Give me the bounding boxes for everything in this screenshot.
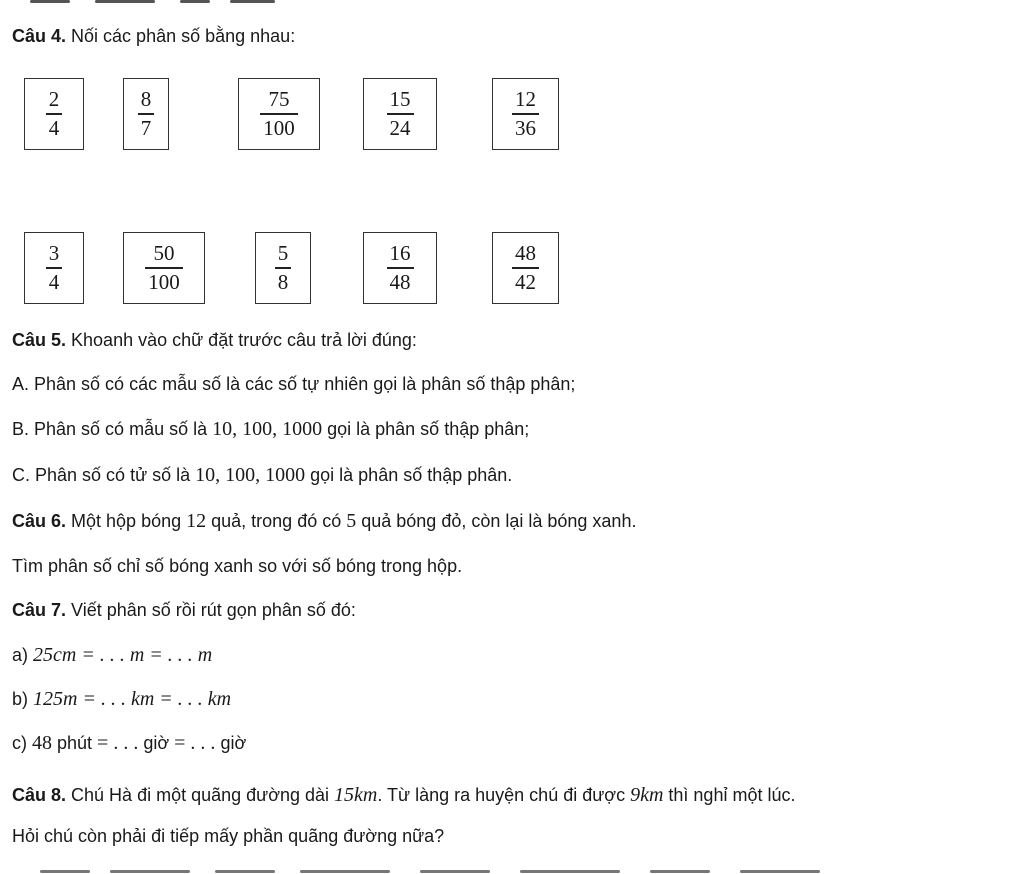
fraction-numerator: 3 [48, 241, 60, 266]
question-7-text: Viết phân số rồi rút gọn phân số đó: [66, 600, 356, 620]
question-7-item-a [12, 644, 212, 667]
question-6-text-1: Một hộp bóng [66, 511, 187, 531]
question-5-label: Câu 5. [12, 330, 67, 350]
item-c-math-1: = . . . [97, 732, 139, 754]
item-b-label: b) [12, 689, 34, 709]
fraction [145, 243, 183, 293]
question-7-item-c [12, 732, 246, 755]
question-8-text-3: thì nghỉ một lúc. [663, 785, 796, 805]
fraction-box-row2-3 [255, 232, 311, 304]
fraction-box-row2-5 [492, 232, 559, 304]
question-6-number-1: 12 [186, 510, 207, 532]
question-8-line-2-text: Hỏi chú còn phải đi tiếp mấy phần quãng đường nữa? [12, 826, 445, 846]
question-4-text: Nối các phân số bằng nhau: [66, 26, 296, 46]
question-6-text-2: quả, trong đó có [206, 511, 347, 531]
option-a [12, 374, 575, 395]
fraction-numerator: 50 [153, 241, 175, 266]
fraction-numerator: 5 [277, 241, 289, 266]
fraction-numerator: 75 [268, 87, 290, 112]
fraction-box-row2-1 [24, 232, 84, 304]
question-5-text: Khoanh vào chữ đặt trước câu trả lời đúng: [66, 330, 417, 350]
fraction-numerator: 48 [515, 241, 536, 266]
fraction-box-row1-4 [363, 78, 437, 150]
option-b-suffix: gọi là phân số thập phân; [322, 419, 530, 439]
fraction-box-row1-2 [123, 78, 169, 150]
fraction-box-row2-2 [123, 232, 205, 304]
item-c-text-3: giờ [215, 733, 247, 753]
item-b-expression: 125m = . . . km = . . . km [33, 688, 232, 710]
fraction-denominator: 7 [140, 115, 152, 140]
fraction [512, 89, 539, 139]
item-c-label: c) [12, 733, 32, 753]
option-c-numbers: 10, 100, 1000 [195, 464, 306, 486]
question-8-line-2 [12, 826, 444, 847]
fraction [260, 89, 298, 139]
item-a-expression: 25cm = . . . m = . . . m [33, 644, 213, 666]
option-b [12, 418, 529, 441]
question-8-text-2: . Từ làng ra huyện chú đi được [377, 785, 631, 805]
fraction [275, 243, 292, 293]
item-c-text-1: phút [52, 733, 98, 753]
fraction-box-row2-4 [363, 232, 437, 304]
fraction-numerator: 8 [140, 87, 152, 112]
option-b-numbers: 10, 100, 1000 [212, 418, 323, 440]
option-b-prefix: B. Phân số có mẫu số là [12, 419, 213, 439]
fraction [46, 243, 63, 293]
fraction [138, 89, 155, 139]
fraction [387, 243, 414, 293]
question-6-title [12, 510, 636, 533]
fraction [46, 89, 63, 139]
question-8-title [12, 784, 795, 807]
fraction-numerator: 15 [389, 87, 411, 112]
fraction-denominator: 36 [515, 115, 536, 140]
question-6-label: Câu 6. [12, 511, 67, 531]
item-c-number: 48 [32, 732, 52, 754]
question-8-label: Câu 8. [12, 785, 67, 805]
question-4-title [12, 26, 295, 47]
fraction [387, 89, 414, 139]
fraction-numerator: 12 [515, 87, 536, 112]
fraction [512, 243, 539, 293]
fraction-denominator: 4 [48, 269, 60, 294]
item-a-label: a) [12, 645, 34, 665]
question-6-line-2-text: Tìm phân số chỉ số bóng xanh so với số bóng trong hộp. [12, 556, 463, 576]
option-c-suffix: gọi là phân số thập phân. [305, 465, 513, 485]
item-c-text-2: giờ [138, 733, 175, 753]
cropped-bottom-text [0, 866, 1024, 874]
fraction-denominator: 24 [389, 115, 411, 140]
option-c-prefix: C. Phân số có tử số là [12, 465, 196, 485]
question-6-line-2 [12, 556, 462, 577]
question-8-text-1: Chú Hà đi một quãng đường dài [66, 785, 335, 805]
fraction-numerator: 16 [389, 241, 411, 266]
question-7-label: Câu 7. [12, 600, 67, 620]
fraction-denominator: 8 [277, 269, 289, 294]
fraction-denominator: 42 [515, 269, 536, 294]
fraction-denominator: 100 [263, 115, 295, 140]
item-c-math-2: = . . . [174, 732, 216, 754]
question-7-title [12, 600, 356, 621]
fraction-denominator: 100 [148, 269, 180, 294]
fraction-denominator: 48 [389, 269, 411, 294]
question-7-item-b [12, 688, 231, 711]
option-c [12, 464, 512, 487]
question-8-distance-walked: 9km [630, 784, 664, 806]
question-6-number-2: 5 [346, 510, 357, 532]
cropped-top-text [0, 0, 1024, 8]
fraction-denominator: 4 [48, 115, 60, 140]
fraction-box-row1-1 [24, 78, 84, 150]
question-4-label: Câu 4. [12, 26, 67, 46]
fraction-numerator: 2 [48, 87, 60, 112]
fraction-box-row1-3 [238, 78, 320, 150]
question-6-text-3: quả bóng đỏ, còn lại là bóng xanh. [356, 511, 637, 531]
fraction-box-row1-5 [492, 78, 559, 150]
question-5-title [12, 330, 417, 351]
question-8-distance-total: 15km [334, 784, 378, 806]
option-a-text: A. Phân số có các mẫu số là các số tự nhiên gọi là phân số thập phân; [12, 374, 576, 394]
